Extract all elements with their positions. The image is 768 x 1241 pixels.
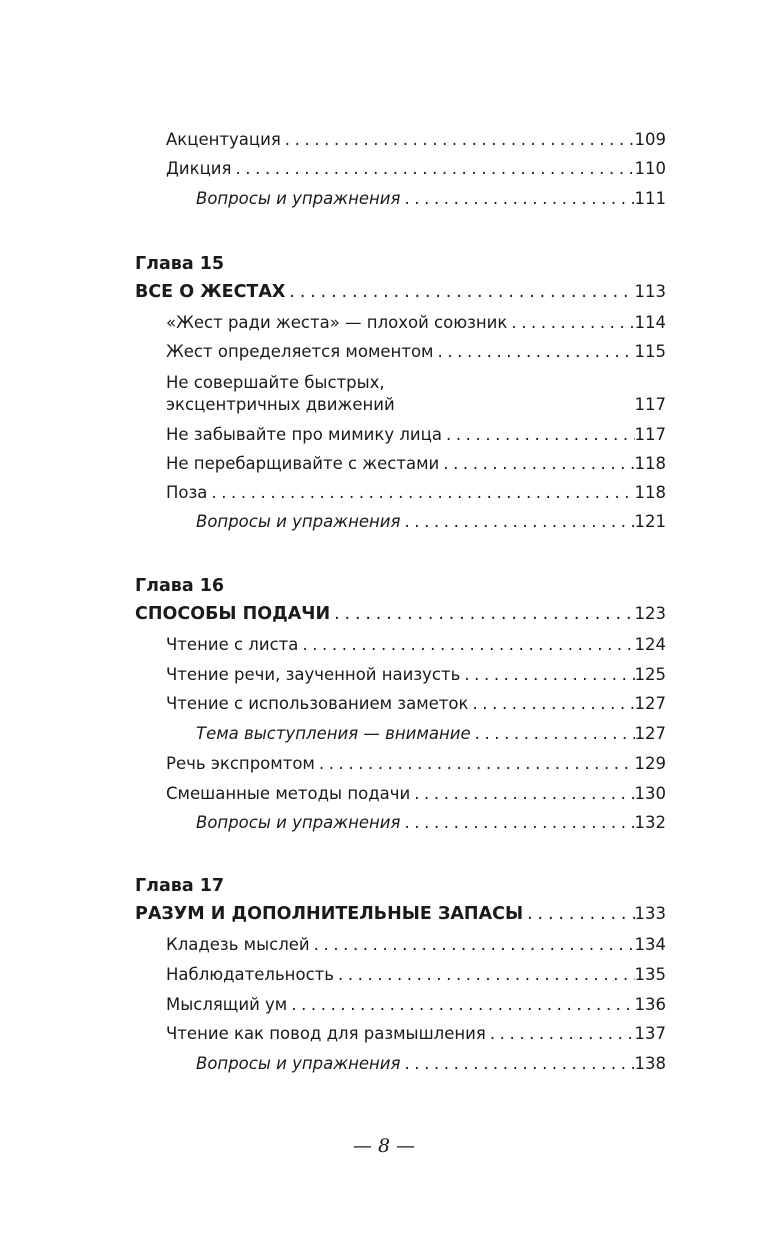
toc-entry [166,312,666,334]
chapter-label: Глава 15 [135,254,225,274]
toc-entry [166,424,666,446]
leader-dots [298,634,634,656]
toc-entry-page: 118 [634,483,666,502]
toc-entry-title: Смешанные методы подачи [166,784,411,803]
leader-dots [507,312,634,334]
toc-entry-page: 124 [634,635,666,654]
toc-entry-title: Вопросы и упражнения [196,1054,401,1073]
toc-entry-page: 117 [634,395,666,414]
toc-entry-title: Чтение как повод для размышления [166,1024,486,1043]
leader-dots [207,482,634,504]
leader-dots [439,453,634,475]
leader-dots [310,934,635,956]
toc-entry-page: 117 [634,425,666,444]
toc-entry-page: 132 [634,813,666,832]
toc-entry [166,753,666,775]
toc-entry-title: «Жест ради жеста» — плохой союзник [166,313,508,332]
toc-entry-page: 127 [634,694,666,713]
toc-subentry [196,188,666,210]
toc-entry [166,1023,666,1045]
toc-entry [166,664,666,686]
toc-subentry [196,812,666,834]
leader-dots [334,964,635,986]
toc-entry [166,453,666,475]
toc-entry-title: Дикция [166,159,232,178]
toc-entry-title: Чтение с использованием заметок [166,694,469,713]
toc-entry-page: 111 [634,189,666,208]
toc-entry-page: 110 [634,159,666,178]
toc-entry-title: Вопросы и упражнения [196,813,401,832]
toc-entry-page: 137 [634,1024,666,1043]
chapter-label: Глава 16 [135,576,225,596]
leader-dots [400,1053,634,1075]
toc-entry [166,783,666,805]
toc-entry [166,934,666,956]
chapter-page: 123 [634,604,666,623]
toc-entry-title: Вопросы и упражнения [196,189,401,208]
leader-dots [285,281,634,303]
toc-entry [166,372,666,416]
leader-dots [471,723,635,745]
toc-entry [166,482,666,504]
toc-entry [166,964,666,986]
leader-dots [400,188,634,210]
toc-entry [166,634,666,656]
toc-entry-page: 127 [634,724,666,743]
toc-entry-title: Речь экспромтом [166,754,315,773]
toc-entry-page: 135 [634,965,666,984]
toc-entry [166,158,666,180]
toc-entry-title: Не забывайте про мимику лица [166,425,442,444]
leader-dots [400,511,634,533]
chapter-page: 133 [634,904,666,923]
toc-entry-title: Чтение речи, заученной наизусть [166,665,461,684]
toc-entry-page: 125 [634,665,666,684]
toc-entry-title: Акцентуация [166,130,281,149]
toc-entry-page: 138 [634,1054,666,1073]
toc-entry-page: 129 [634,754,666,773]
leader-dots [442,424,635,446]
toc-entry-title: Наблюдательность [166,965,334,984]
chapter-title: РАЗУМ И ДОПОЛНИТЕЛЬНЫЕ ЗАПАСЫ [135,904,524,924]
chapter-label: Глава 17 [135,876,225,896]
toc-entry-title: Поза [166,483,208,502]
toc-entry-page: 136 [634,995,666,1014]
toc-entry-page: 134 [634,935,666,954]
toc-entry-title: Кладезь мыслей [166,935,310,954]
toc-subentry [196,511,666,533]
toc-entry-page: 114 [634,313,666,332]
toc-entry-title: Не перебарщивайте с жестами [166,454,440,473]
toc-entry-page: 109 [634,130,666,149]
toc-entry-title: Чтение с листа [166,635,299,654]
toc-entry-page: 121 [634,512,666,531]
leader-dots [486,1023,635,1045]
toc-subentry [196,723,666,745]
toc-entry-title: Тема выступления — внимание [196,724,471,743]
leader-dots [433,341,634,363]
toc-entry-title: Вопросы и упражнения [196,512,401,531]
toc-entry [166,129,666,151]
leader-dots [468,693,634,715]
leader-dots [281,129,635,151]
toc-entry [166,693,666,715]
leader-dots [400,812,634,834]
toc-entry-title-line2: эксцентричных движений [166,395,395,414]
toc-entry-page: 118 [634,454,666,473]
chapter-heading [135,903,666,925]
leader-dots [460,664,634,686]
chapter-heading [135,603,666,625]
chapter-heading [135,281,666,303]
toc-entry-title: Мыслящий ум [166,995,288,1014]
chapter-title: ВСЕ О ЖЕСТАХ [135,282,286,302]
page-number: — 8 — [352,1135,416,1157]
toc-entry [166,341,666,363]
leader-dots [231,158,634,180]
chapter-page: 113 [634,282,666,301]
leader-dots [330,603,634,625]
toc-entry-page: 115 [634,342,666,361]
leader-dots [287,994,634,1016]
toc-entry-title: Жест определяется моментом [166,342,434,361]
leader-dots [315,753,635,775]
chapter-title: СПОСОБЫ ПОДАЧИ [135,604,331,624]
toc-entry-title-line1: Не совершайте быстрых, [166,373,385,392]
leader-dots [523,903,634,925]
toc-entry [166,994,666,1016]
toc-subentry [196,1053,666,1075]
toc-entry-page: 130 [634,784,666,803]
leader-dots [410,783,634,805]
